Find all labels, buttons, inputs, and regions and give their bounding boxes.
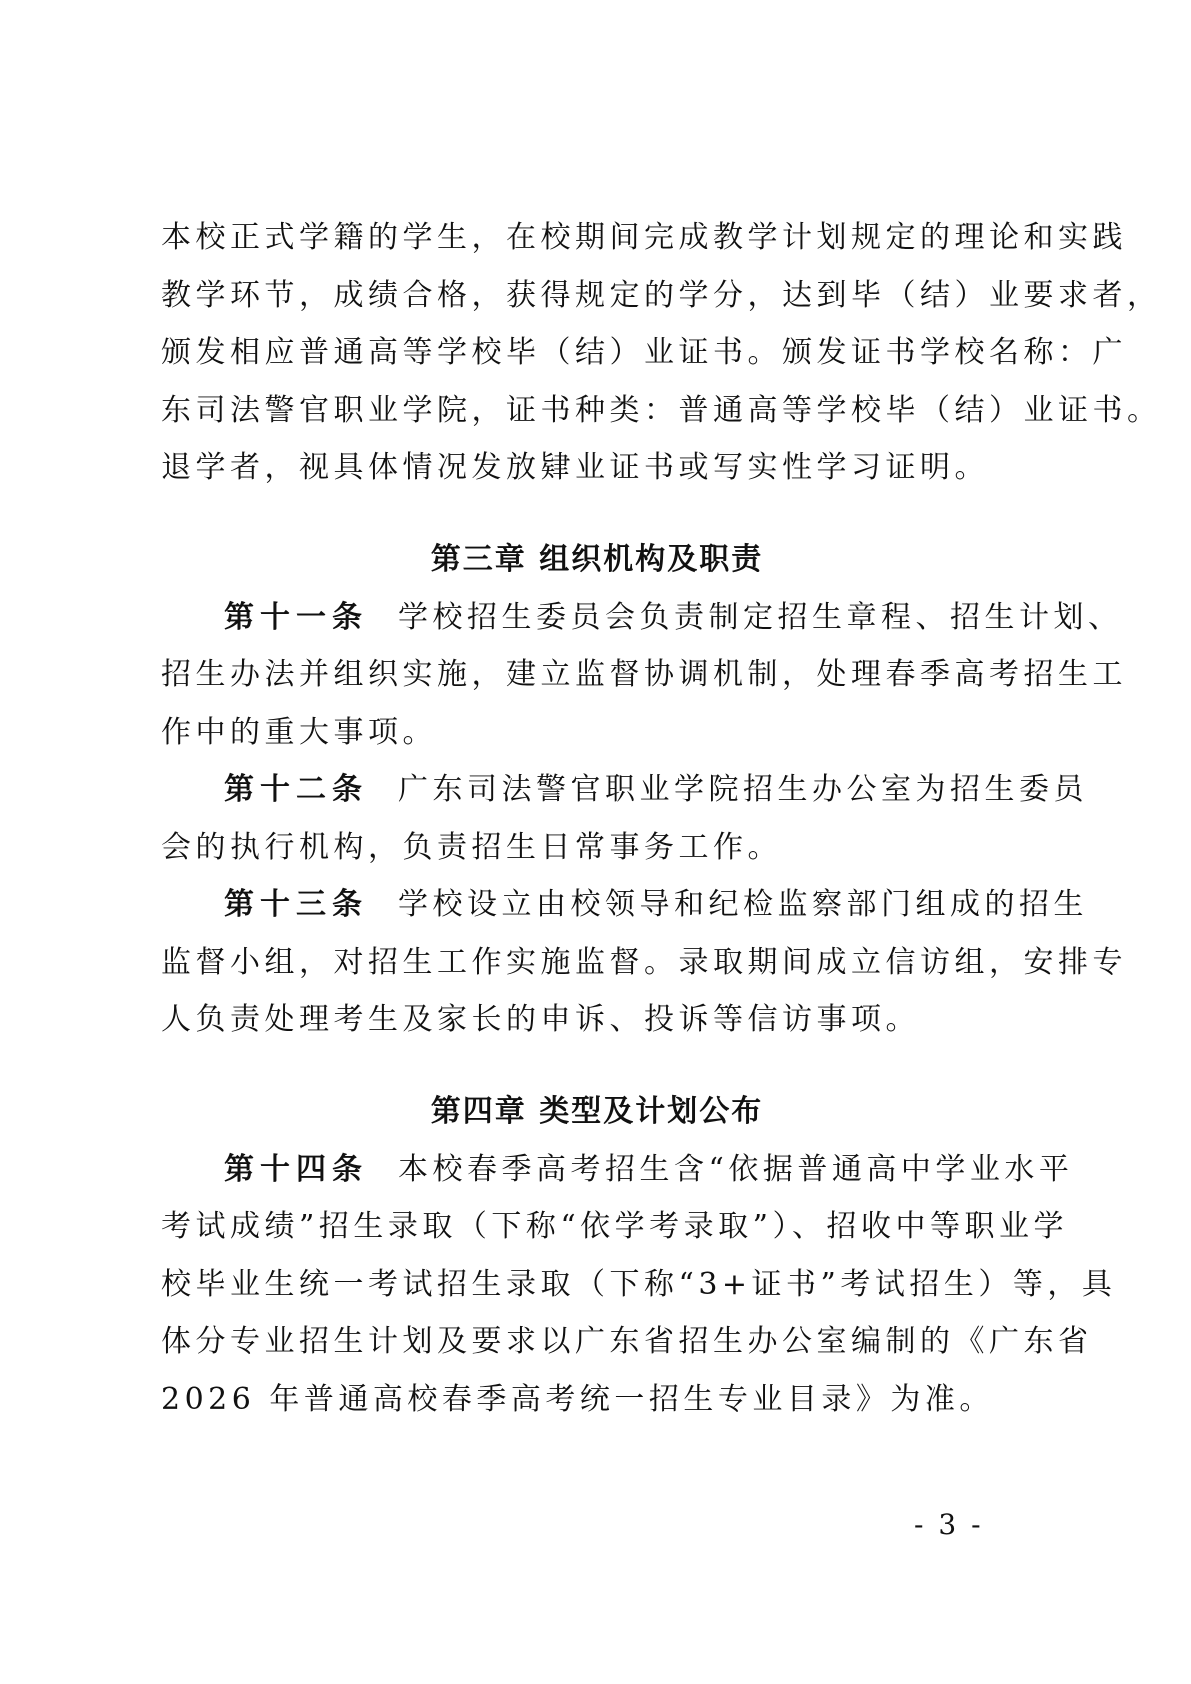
text-line [161,589,1123,647]
text-line: 校毕业生统一考试招生录取（下称“3+证书”考试招生）等，具 [161,1266,1117,1302]
text-line: 本校正式学籍的学生，在校期间完成教学计划规定的理论和实践 [161,220,1127,255]
text-line: 体分专业招生计划及要求以广东省招生办公室编制的《广东省 [161,1324,1093,1359]
article-text: 学校设立由校领导和纪检监察部门组成的招生 [398,887,1088,922]
article-13 [161,876,1127,1049]
spacer [161,1049,1033,1083]
text-line: 2026 年普通高校春季高考统一招生专业目录》为准。 [161,1381,994,1417]
article-text: 本校春季高考招生含“依据普通高中学业水平 [398,1151,1074,1187]
text-line: 东司法警官职业学院，证书种类：普通高等学校毕（结）业证书。 [161,392,1162,428]
text-line: 会的执行机构，负责招生日常事务工作。 [161,829,782,865]
paragraph-graduation [161,209,1162,497]
text-line [161,761,1088,819]
text-line: 考试成绩”招生录取（下称“依学考录取”）、招收中等职业学 [161,1209,1069,1244]
text-line [161,1141,1074,1199]
text-line [161,876,1088,934]
text-line: 监督小组，对招生工作实施监督。录取期间成立信访组，安排专 [161,944,1127,980]
article-14 [161,1141,1117,1429]
page-number: - 3 - [914,1508,984,1541]
text-line: 人负责处理考生及家长的申诉、投诉等信访事项。 [161,1002,920,1037]
text-line: 退学者，视具体情况发放肄业证书或写实性学习证明。 [161,450,989,485]
chapter-3-heading: 第三章 组织机构及职责 [430,541,764,577]
article-label: 第十一条 [224,599,368,635]
chapter-4-heading: 第四章 类型及计划公布 [430,1093,764,1129]
article-label: 第十四条 [224,1151,368,1187]
text-line: 招生办法并组织实施，建立监督协调机制，处理春季高考招生工 [161,657,1127,692]
document-body [161,209,1162,1428]
article-label: 第十二条 [224,772,368,807]
article-text: 广东司法警官职业学院招生办公室为招生委员 [398,772,1088,807]
text-line: 颁发相应普通高等学校毕（结）业证书。颁发证书学校名称：广 [161,335,1127,370]
spacer [161,497,1033,531]
article-text: 学校招生委员会负责制定招生章程、招生计划、 [398,599,1123,635]
article-12 [161,761,1088,876]
article-11 [161,589,1127,762]
text-line: 教学环节，成绩合格，获得规定的学分，达到毕（结）业要求者， [161,277,1162,313]
article-label: 第十三条 [224,887,368,922]
text-line: 作中的重大事项。 [161,714,437,750]
